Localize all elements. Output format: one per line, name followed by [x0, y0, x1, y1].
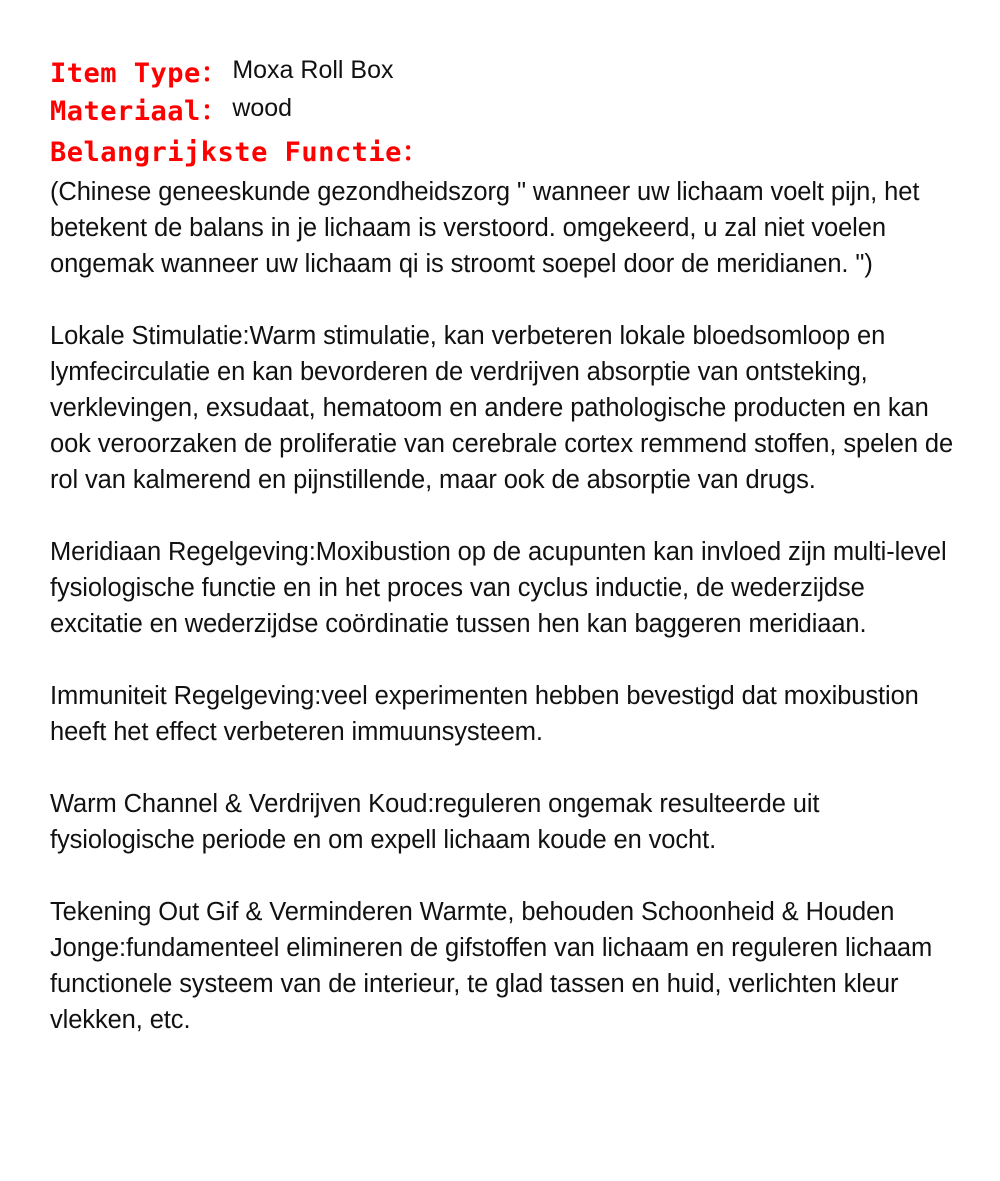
intro-paragraph: (Chinese geneeskunde gezondheidszorg " wanneer uw lichaam voelt pijn, het betekent de balans in je lichaam is verstoord. omgekeerd, u zal niet voelen ongemak wanneer uw lichaam qi is stroomt soepel door de meridianen. ") [50, 178, 920, 278]
immunity-regulation-paragraph: Immuniteit Regelgeving:veel experimenten hebben bevestigd dat moxibustion heeft het effect verbeteren immuunsysteem. [50, 682, 919, 746]
item-type-row [50, 52, 960, 88]
local-stimulation-paragraph: Lokale Stimulatie:Warm stimulatie, kan verbeteren lokale bloedsomloop en lymfecirculatie en kan bevorderen de verdrijven absorptie van ontsteking, verklevingen, exsudaat, hematoom en andere pathologische producten en kan ook veroorzaken de proliferatie van cerebrale cortex remmend stoffen, spelen de rol van kalmerend en pijnstillende, maar ook de absorptie van drugs. [50, 322, 954, 494]
item-type-label: Item Type： [50, 57, 229, 89]
detox-beauty-paragraph: Tekening Out Gif & Verminderen Warmte, behouden Schoonheid & Houden Jonge:fundamenteel elimineren de gifstoffen van lichaam en reguleren lichaam functionele systeem van de interieur, te glad tassen en huid, verlichten kleur vlekken, etc. [50, 898, 933, 1034]
meridian-regulation-paragraph: Meridiaan Regelgeving:Moxibustion op de acupunten kan invloed zijn multi-level fysiologische functie en in het proces van cyclus inductie, de wederzijdse excitatie en wederzijdse coördinatie tussen hen kan baggeren meridiaan. [50, 538, 947, 638]
product-description [50, 52, 960, 1038]
main-function-row [50, 129, 960, 170]
material-label: Materiaal： [50, 96, 229, 127]
warm-channel-paragraph: Warm Channel & Verdrijven Koud:reguleren ongemak resulteerde uit fysiologische periode en om expell lichaam koude en vocht. [50, 790, 820, 854]
material-row [50, 88, 960, 129]
main-function-label: Belangrijkste Functie： [50, 137, 430, 168]
material-value: wood [232, 94, 293, 122]
item-type-value: Moxa Roll Box [232, 55, 394, 84]
